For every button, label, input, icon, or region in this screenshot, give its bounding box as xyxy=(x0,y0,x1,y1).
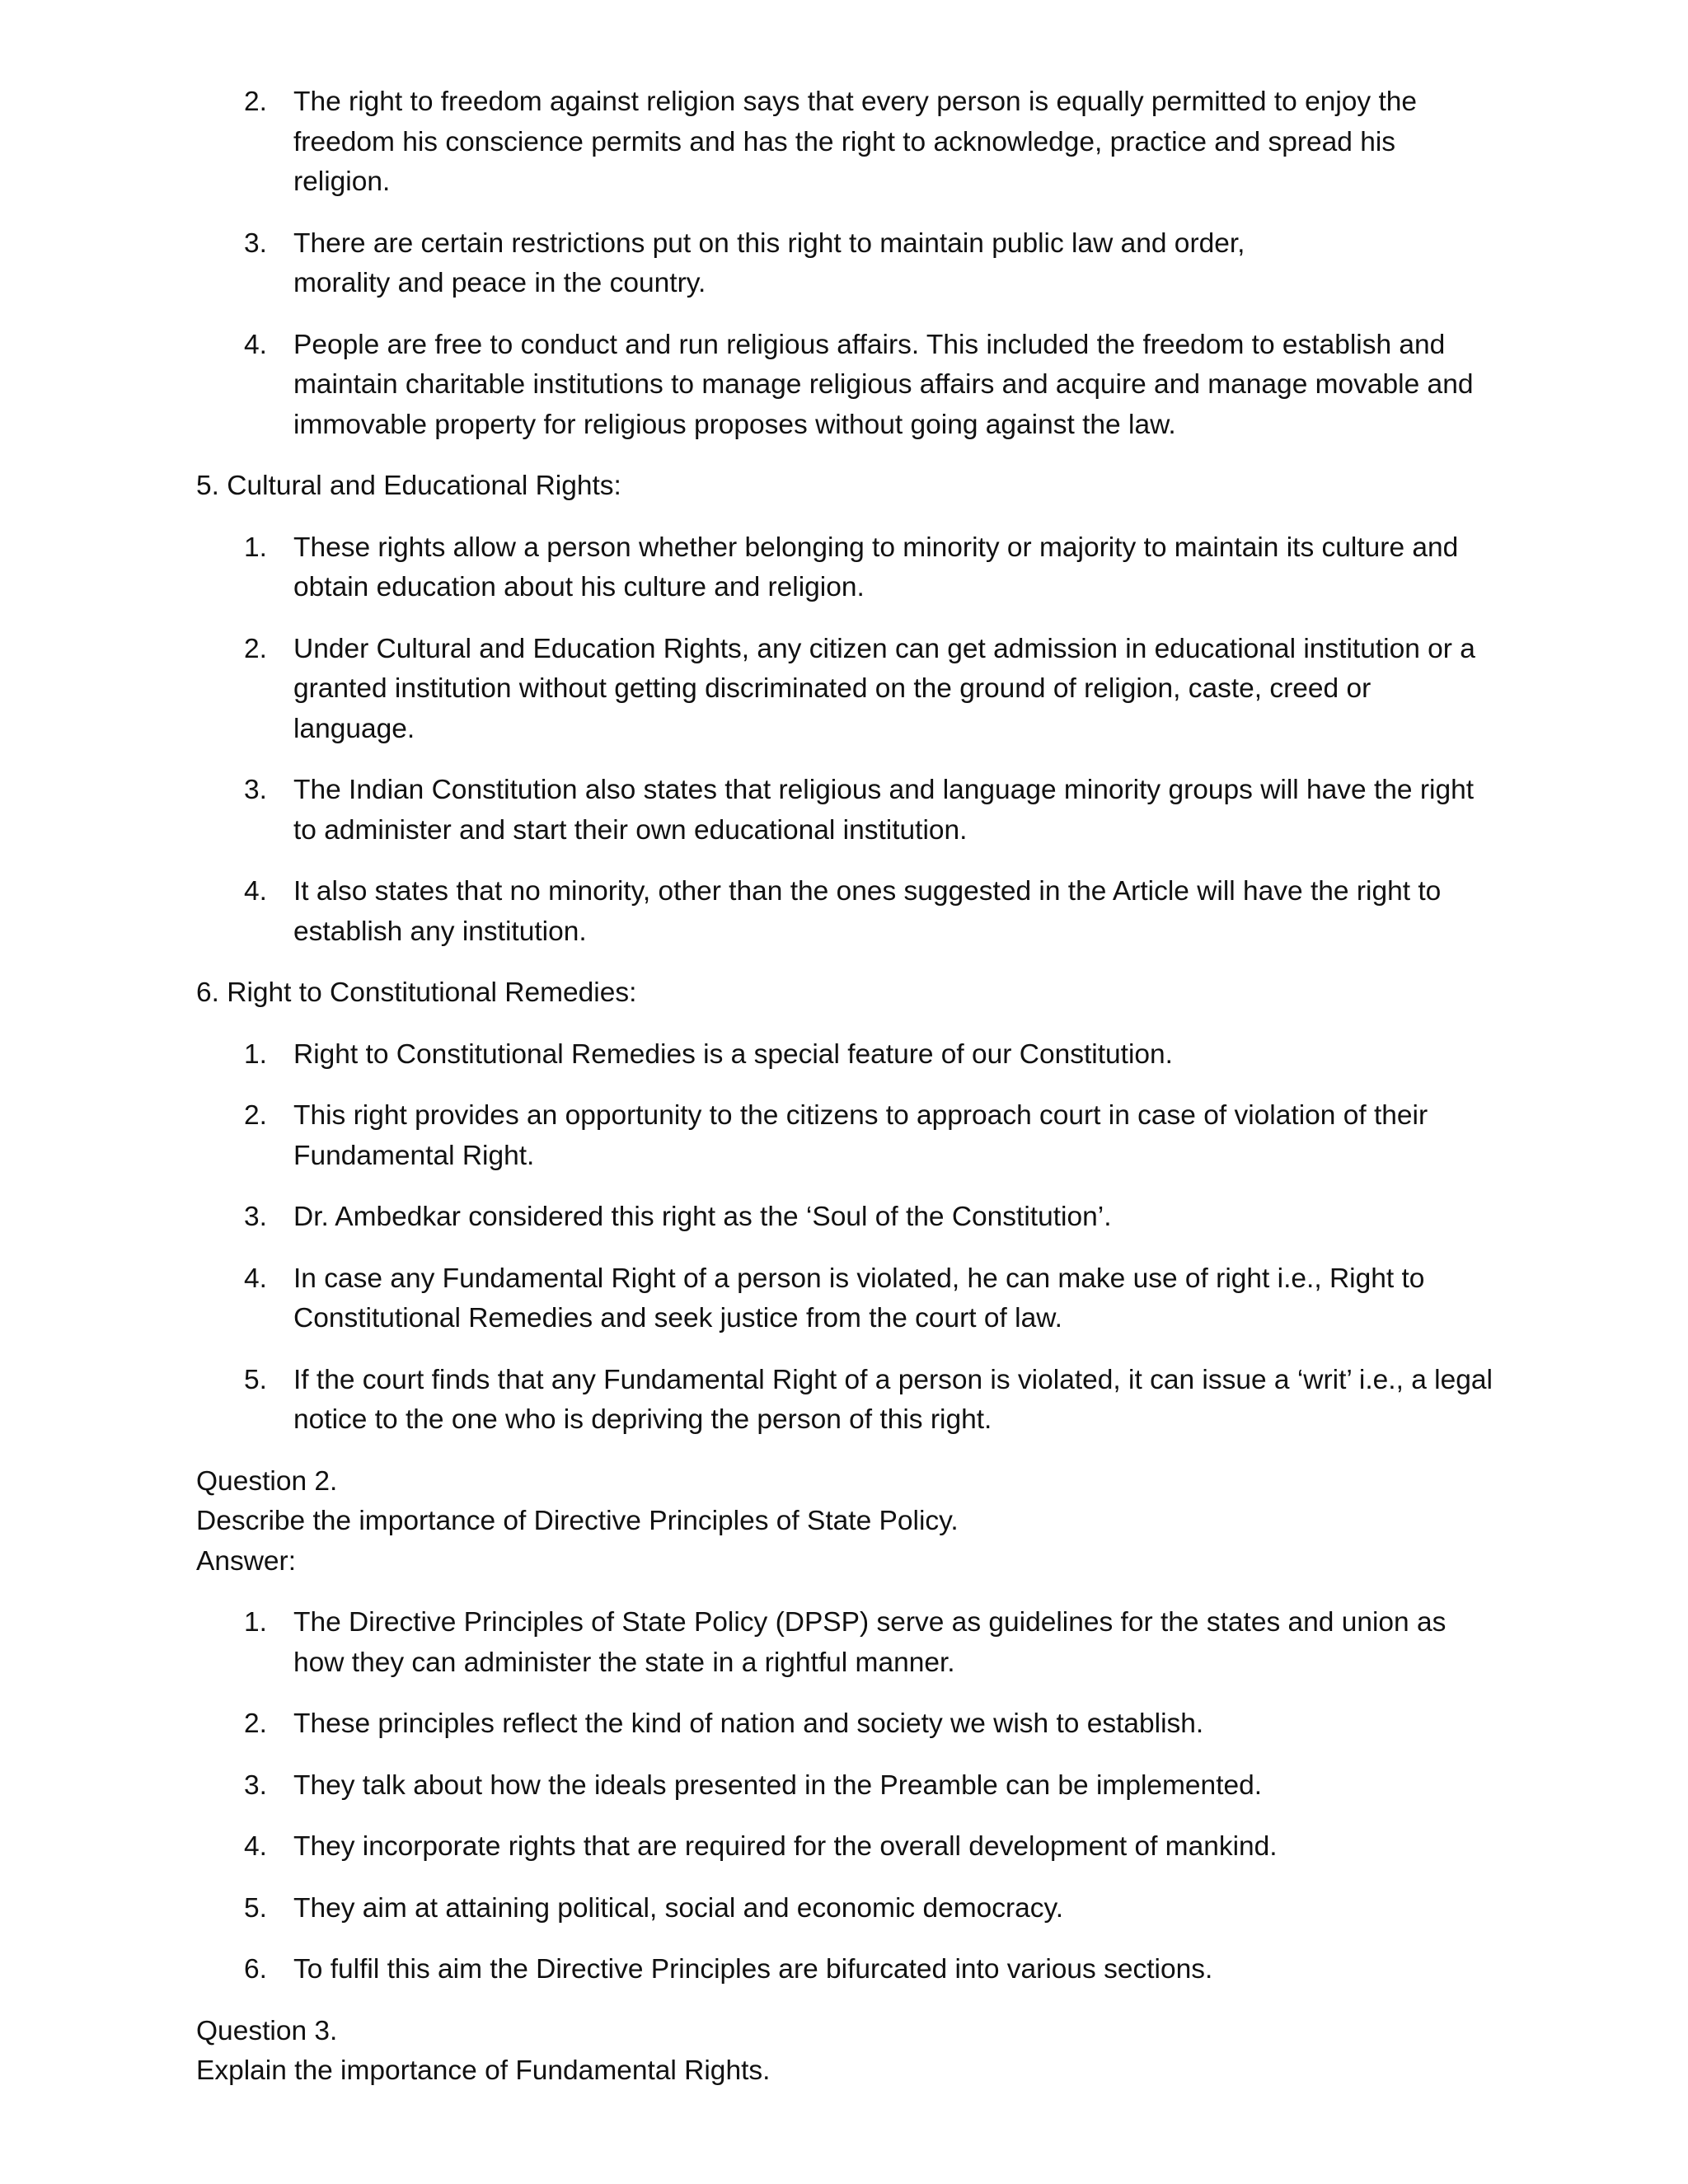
remedies-list xyxy=(196,1035,1498,1441)
item-number: 1. xyxy=(244,532,267,563)
list-item xyxy=(196,1766,1498,1807)
item-text: This right provides an opportunity to the citizens to approach court in case of violation of their Fundamental Right. xyxy=(293,1100,1428,1171)
item-number: 4. xyxy=(244,1263,267,1294)
item-number: 2. xyxy=(244,1708,267,1739)
item-number: 1. xyxy=(244,1038,267,1070)
question-2-block xyxy=(196,1462,1498,1582)
item-text: These principles reflect the kind of nation and society we wish to establish. xyxy=(293,1708,1204,1739)
item-number: 2. xyxy=(244,633,267,664)
item-text: In case any Fundamental Right of a person is violated, he can make use of right i.e., Right to Constitutional Remedies and seek justice from the court of law. xyxy=(293,1263,1425,1333)
item-text: Dr. Ambedkar considered this right as the ‘Soul of the Constitution’. xyxy=(293,1202,1112,1232)
item-number: 3. xyxy=(244,227,267,259)
item-number: 2. xyxy=(244,87,267,117)
item-number: 4. xyxy=(244,876,267,907)
list-item xyxy=(196,1361,1498,1441)
list-item xyxy=(196,1950,1498,1990)
item-text: It also states that no minority, other than the ones suggested in the Article will have the right to establish any institution. xyxy=(293,876,1442,947)
answer-label: Answer: xyxy=(196,1545,297,1577)
item-number: 3. xyxy=(244,1769,267,1801)
list-item xyxy=(196,1889,1498,1929)
item-text: They aim at attaining political, social and economic democracy. xyxy=(293,1892,1064,1924)
list-item xyxy=(196,1827,1498,1868)
item-number: 3. xyxy=(244,775,267,805)
item-number: 2. xyxy=(244,1100,267,1131)
question-label: Question 2. xyxy=(196,1465,338,1497)
item-text: People are free to conduct and run religious affairs. This included the freedom to establish and maintain charitable institutions to manage religious affairs and acquire and manage movable and immovable property for religious proposes without going against the law. xyxy=(293,329,1474,440)
list-item xyxy=(196,528,1498,608)
item-text: These rights allow a person whether belonging to minority or majority to maintain its culture and obtain education about his culture and religion. xyxy=(293,532,1459,602)
list-item xyxy=(196,771,1498,851)
list-item xyxy=(196,1096,1498,1176)
item-text: They incorporate rights that are required for the overall development of mankind. xyxy=(293,1831,1278,1862)
item-text: Right to Constitutional Remedies is a special feature of our Constitution. xyxy=(293,1038,1173,1070)
list-item xyxy=(196,1035,1498,1076)
item-number: 4. xyxy=(244,329,267,360)
item-text: Under Cultural and Education Rights, any citizen can get admission in educational institution or a granted institution without getting discriminated on the ground of religion, caste, creed or language. xyxy=(293,633,1475,744)
item-text: There are certain restrictions put on this right to maintain public law and order, morality and peace in the country. xyxy=(293,227,1245,298)
section-heading-cultural: 5. Cultural and Educational Rights: xyxy=(196,471,621,501)
item-text: If the court finds that any Fundamental Right of a person is violated, it can issue a ‘writ’ i.e., a legal notice to the one who is depriving the person of this right. xyxy=(293,1364,1493,1435)
list-item xyxy=(196,1704,1498,1745)
item-number: 3. xyxy=(244,1202,267,1232)
question-label: Question 3. xyxy=(196,2015,338,2046)
item-text: They talk about how the ideals presented in the Preamble can be implemented. xyxy=(293,1769,1263,1801)
item-number: 6. xyxy=(244,1954,267,1985)
list-item xyxy=(196,1603,1498,1683)
item-number: 5. xyxy=(244,1364,267,1395)
list-item xyxy=(196,630,1498,750)
item-text: The Directive Principles of State Policy (DPSP) serve as guidelines for the states and union as how they can administer the state in a rightful manner. xyxy=(293,1607,1447,1678)
item-text: The right to freedom against religion says that every person is equally permitted to enjoy the freedom his conscience permits and has the right to acknowledge, practice and spread his religion. xyxy=(293,87,1418,197)
item-number: 4. xyxy=(244,1831,267,1862)
list-item xyxy=(196,224,1498,304)
document-page xyxy=(196,82,1498,2113)
item-text: The Indian Constitution also states that religious and language minority groups will have the right to administer and start their own educational institution. xyxy=(293,775,1475,846)
cultural-rights-list xyxy=(196,528,1498,953)
list-item xyxy=(196,82,1498,203)
list-item xyxy=(196,872,1498,952)
list-item xyxy=(196,1259,1498,1339)
item-text: To fulfil this aim the Directive Principles are bifurcated into various sections. xyxy=(293,1954,1213,1985)
question-text: Describe the importance of Directive Principles of State Policy. xyxy=(196,1506,959,1536)
religion-rights-list xyxy=(196,82,1498,445)
item-number: 1. xyxy=(244,1607,267,1638)
list-item xyxy=(196,1197,1498,1238)
list-item xyxy=(196,326,1498,446)
section-heading-remedies: 6. Right to Constitutional Remedies: xyxy=(196,977,637,1008)
question-text: Explain the importance of Fundamental Rights. xyxy=(196,2055,771,2086)
item-number: 5. xyxy=(244,1892,267,1924)
dpsp-answer-list xyxy=(196,1603,1498,1990)
question-3-block xyxy=(196,2012,1498,2092)
